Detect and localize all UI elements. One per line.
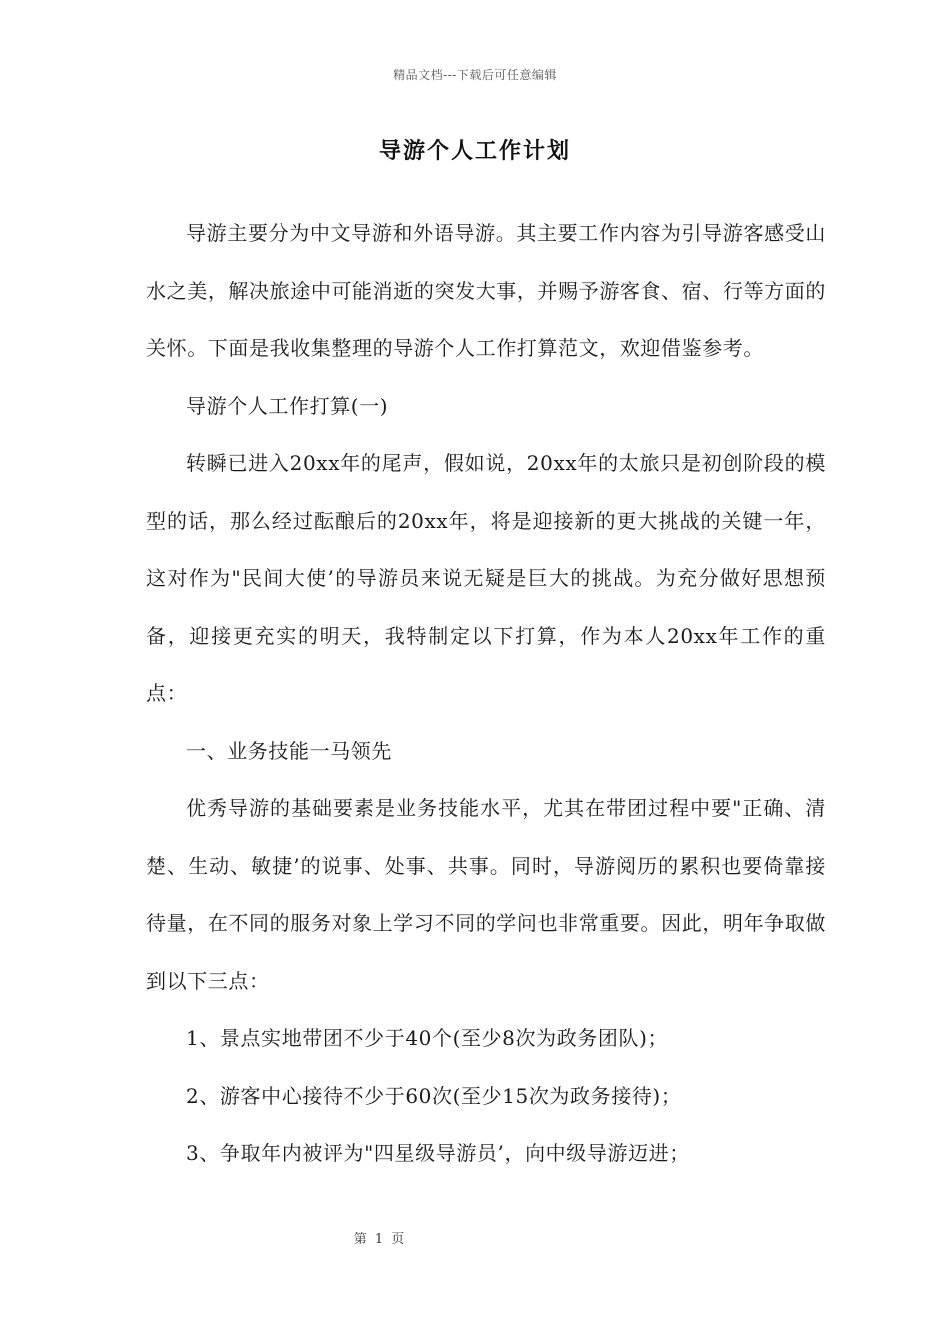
list-item: 1、景点实地带团不少于40个(至少8次为政务团队)； xyxy=(186,1026,669,1050)
header-note: 精品文档---下载后可任意编辑 xyxy=(393,68,557,82)
document-body xyxy=(146,205,826,1183)
document-title: 导游个人工作计划 xyxy=(378,138,571,164)
list-item: 3、争取年内被评为"四星级导游员’，向中级导游迈进； xyxy=(186,1141,690,1165)
intro-paragraph: 导游主要分为中文导游和外语导游。其主要工作内容为引导游客感受山水之美，解决旅途中可能消逝的突发大事，并赐予游客食、宿、行等方面的关怀。下面是我收集整理的导游个人工作打算范文，欢迎借鉴参考。 xyxy=(146,221,826,360)
body-paragraph: 优秀导游的基础要素是业务技能水平，尤其在带团过程中要"正确、清楚、生动、敏捷’的说事、处事、共事。同时，导游阅历的累积也要倚靠接待量，在不同的服务对象上学习不同的学问也非常重要。因此，明年争取做到以下三点： xyxy=(146,796,826,993)
page-number: 第 1 页 xyxy=(353,1232,407,1247)
body-paragraph: 转瞬已进入20xx年的尾声，假如说，20xx年的太旅只是初创阶段的模型的话，那么经过酝酿后的20xx年，将是迎接新的更大挑战的关键一年，这对作为"民间大使’的导游员来说无疑是巨大的挑战。为充分做好思想预备，迎接更充实的明天，我特制定以下打算，作为本人20xx年工作的重点： xyxy=(146,451,826,705)
section-heading-skills: 一、业务技能一马领先 xyxy=(186,738,392,763)
section-heading-plan-one: 导游个人工作打算(一) xyxy=(186,393,389,418)
list-item: 2、游客中心接待不少于60次(至少15次为政务接待)； xyxy=(186,1083,682,1108)
